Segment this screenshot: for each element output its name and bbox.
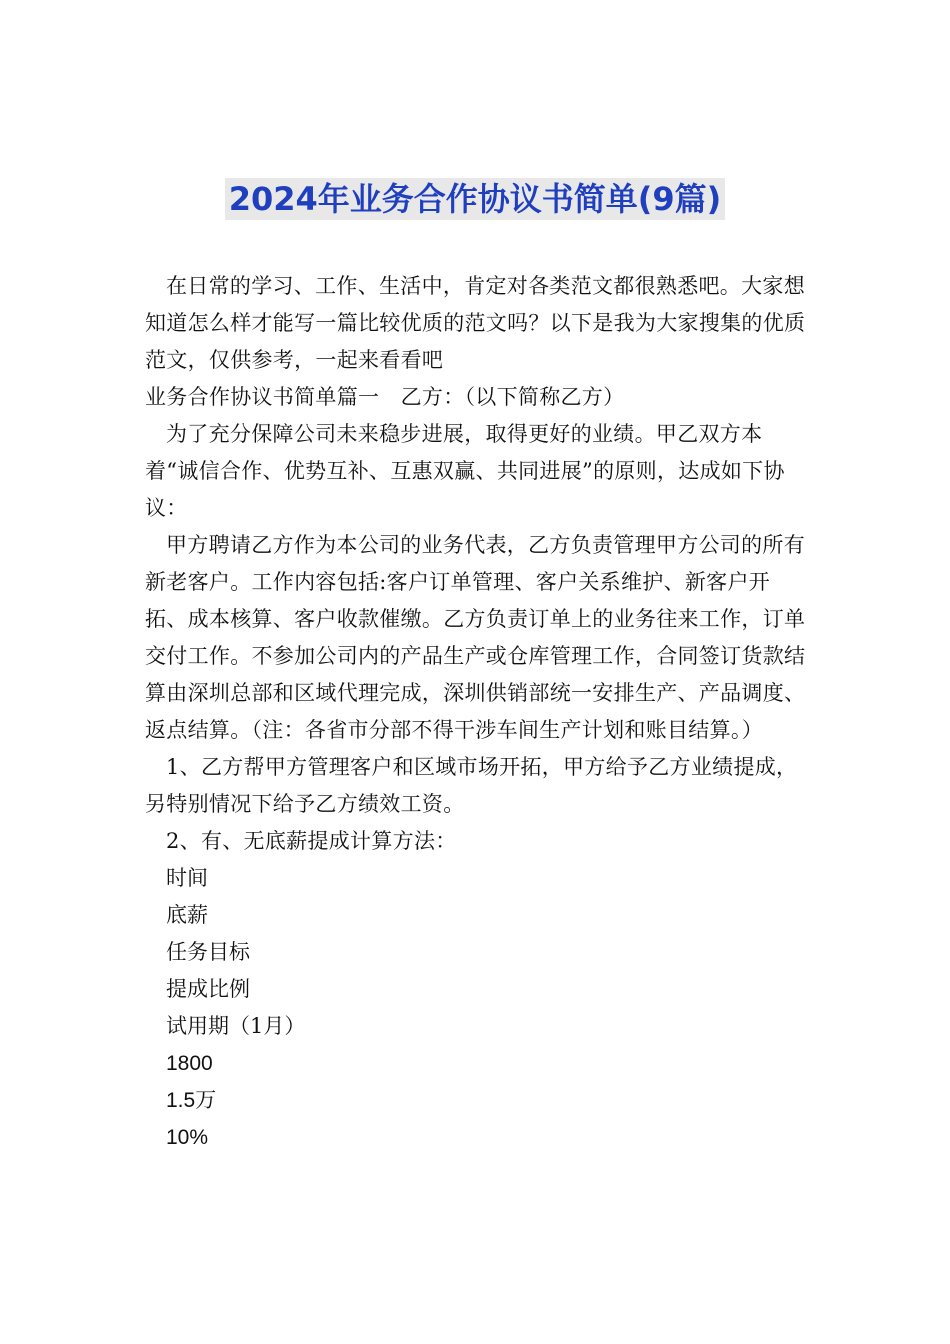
section-heading: 业务合作协议书简单篇一 乙方：（以下简称乙方） (145, 385, 625, 409)
title-container (0, 178, 950, 220)
list-item-time: 时间 (166, 866, 208, 890)
clause-2-paragraph: 2、有、无底薪提成计算方法： (166, 829, 457, 853)
intro-paragraph: 在日常的学习、工作、生活中，肯定对各类范文都很熟悉吧。大家想知道怎么样才能写一篇比较优质的范文吗？以下是我为大家搜集的优质范文，仅供参考，一起来看看吧 (145, 274, 806, 372)
list-item-target-value: 1.5万 (166, 1089, 217, 1112)
list-item-base-salary: 底薪 (166, 903, 208, 927)
list-item-probation: 试用期（1月） (166, 1014, 306, 1038)
clause-1-paragraph: 1、乙方帮甲方管理客户和区域市场开拓，甲方给予乙方业绩提成，另特别情况下给予乙方绩效工资。 (145, 755, 798, 816)
list-item-salary-value: 1800 (166, 1052, 213, 1075)
list-item-commission-rate: 提成比例 (166, 977, 250, 1001)
purpose-paragraph: 为了充分保障公司未来稳步进展，取得更好的业绩。甲乙双方本着“诚信合作、优势互补、互惠双赢、共同进展”的原则，达成如下协议： (145, 422, 785, 520)
scope-paragraph: 甲方聘请乙方作为本公司的业务代表，乙方负责管理甲方公司的所有新老客户。工作内容包括:客户订单管理、客户关系维护、新客户开拓、成本核算、客户收款催缴。乙方负责订单上的业务往来工作，订单交付工作。不参加公司内的产品生产或仓库管理工作，合同签订货款结算由深圳总部和区域代理完成，深圳供销部统一安排生产、产品调度、返点结算。（注：各省市分部不得干涉车间生产计划和账目结算。） (145, 533, 806, 742)
document-body (145, 268, 809, 1156)
list-item-rate-value: 10% (166, 1126, 209, 1149)
list-item-target: 任务目标 (166, 940, 250, 964)
document-title: 2024年业务合作协议书简单(9篇) (225, 178, 726, 220)
